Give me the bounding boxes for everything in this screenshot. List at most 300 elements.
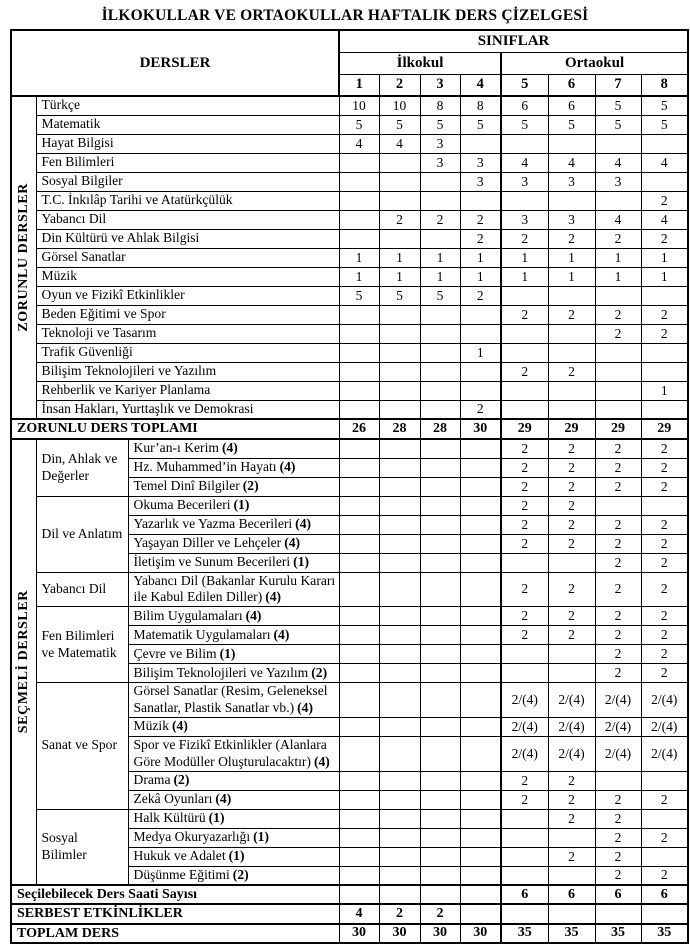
grade-value-cell: 6 [641,885,688,904]
grade-value-cell: 2 [595,626,641,645]
grade-value-cell [379,664,420,683]
grade-value-cell: 2 [548,305,595,324]
grade-value-cell [379,736,420,771]
course-row [11,362,688,381]
grade-value-cell [420,515,460,534]
grade-value-cell [460,645,501,664]
grade-value-cell: 5 [379,286,420,305]
course-name: Fen Bilimleri [36,153,339,172]
course-hours-text: (4) [215,791,232,807]
category-label: Sanat ve Spor [36,683,128,809]
grade-value-cell: 2 [595,572,641,607]
grade-value-cell [420,229,460,248]
course-name: Müzik [36,267,339,286]
course-name [128,626,339,645]
grade-value-cell: 2/(4) [641,717,688,736]
grade-value-cell: 2 [641,664,688,683]
grade-value-cell: 10 [379,96,420,115]
course-row [11,115,688,134]
course-name [128,828,339,847]
grade-value-cell: 1 [595,248,641,267]
ortaokul-header: Ortaokul [501,52,688,74]
grade-value-cell [548,324,595,343]
course-hours-text: (4) [313,753,330,769]
grade-value-cell [379,809,420,828]
grade-value-cell [460,626,501,645]
grade-value-cell [501,828,548,847]
grade-value-cell [379,515,420,534]
course-name [128,496,339,515]
grade-value-cell: 2 [641,534,688,553]
grade-value-cell [501,134,548,153]
grade-value-cell [339,400,379,419]
grade-value-cell: 2 [501,572,548,607]
grade-value-cell: 6 [548,96,595,115]
grade-value-cell: 2 [641,305,688,324]
grade-value-cell [641,771,688,790]
course-row [11,683,688,718]
course-name [128,717,339,736]
grade-value-cell [339,210,379,229]
course-row [11,809,688,828]
grade-value-cell [501,324,548,343]
grade-value-cell [501,286,548,305]
grade-value-cell: 35 [641,924,688,943]
grade-value-cell: 2 [501,305,548,324]
grade-value-cell [339,458,379,477]
grade-value-cell [420,305,460,324]
grade-value-cell: 5 [548,115,595,134]
grade-value-cell [501,343,548,362]
grade-value-cell [379,191,420,210]
grade-value-cell: 30 [339,924,379,943]
grade-value-cell [501,381,548,400]
grade-header-5: 5 [501,74,548,96]
grade-value-cell [548,286,595,305]
grade-value-cell [339,717,379,736]
course-row [11,134,688,153]
course-name-text: Medya Okuryazarlığı [133,829,251,845]
course-name-text: Yazarlık ve Yazma Becerileri [133,516,293,532]
course-name [128,553,339,572]
course-name [128,439,339,458]
grade-value-cell [379,717,420,736]
course-hours-text: (4) [295,516,312,532]
grade-value-cell [501,866,548,885]
grade-header-6: 6 [548,74,595,96]
grade-value-cell [339,866,379,885]
grade-value-cell: 3 [548,210,595,229]
grade-value-cell [420,717,460,736]
course-name-text: Müzik [133,718,169,734]
zorunlu-section-cell [11,96,36,419]
course-row [11,496,688,515]
grade-value-cell [460,534,501,553]
grade-value-cell: 2 [548,515,595,534]
grade-value-cell: 2 [595,324,641,343]
grade-value-cell: 5 [641,115,688,134]
grade-value-cell: 35 [595,924,641,943]
grade-value-cell [339,828,379,847]
grade-value-cell: 2 [548,809,595,828]
grade-value-cell [420,809,460,828]
course-name: Rehberlik ve Kariyer Planlama [36,381,339,400]
grade-value-cell [339,496,379,515]
grade-value-cell: 4 [641,153,688,172]
grade-value-cell: 2 [548,477,595,496]
grade-value-cell: 4 [501,153,548,172]
grade-value-cell [595,904,641,923]
grade-value-cell [460,324,501,343]
course-name-text: Bilişim Teknolojileri ve Yazılım [133,664,309,680]
grade-value-cell: 3 [460,153,501,172]
grade-value-cell: 2 [548,362,595,381]
category-label: Fen Bilimleri ve Matematik [36,607,128,683]
grade-value-cell [339,515,379,534]
grade-value-cell [379,572,420,607]
grade-value-cell [641,134,688,153]
grade-header-4: 4 [460,74,501,96]
secmeli-section-label: SEÇMELİ DERSLER [15,590,31,734]
grade-header-8: 8 [641,74,688,96]
grade-value-cell [460,362,501,381]
grade-value-cell: 29 [641,419,688,439]
grade-value-cell: 2 [548,439,595,458]
course-name [128,645,339,664]
grade-header-3: 3 [420,74,460,96]
grade-value-cell: 6 [548,885,595,904]
grade-value-cell: 1 [641,267,688,286]
grade-value-cell [420,362,460,381]
course-hours-text: (4) [284,535,301,551]
grade-value-cell: 2 [501,362,548,381]
grade-value-cell [379,477,420,496]
serbest-row [11,904,688,923]
grade-value-cell [420,645,460,664]
grade-value-cell [641,362,688,381]
grade-value-cell [420,477,460,496]
course-hours-text: (4) [273,626,290,642]
course-name-text: İletişim ve Sunum Becerileri [133,554,291,570]
grade-value-cell: 26 [339,419,379,439]
grade-value-cell [501,191,548,210]
course-name: Türkçe [36,96,339,115]
zorunlu-section-label: ZORUNLU DERSLER [15,183,31,332]
grade-value-cell [595,286,641,305]
grade-value-cell: 2/(4) [548,717,595,736]
grade-value-cell: 5 [379,115,420,134]
grade-value-cell [595,771,641,790]
course-name: İnsan Hakları, Yurttaşlık ve Demokrasi [36,400,339,419]
grade-value-cell: 2 [641,828,688,847]
grade-value-cell [548,191,595,210]
grade-value-cell: 2 [501,534,548,553]
grade-value-cell [460,572,501,607]
grade-value-cell: 30 [379,924,420,943]
grade-value-cell: 2 [595,828,641,847]
grade-value-cell: 1 [548,248,595,267]
course-row [11,305,688,324]
grade-value-cell [339,771,379,790]
grade-value-cell [339,736,379,771]
grade-value-cell [641,400,688,419]
grade-value-cell [548,553,595,572]
grade-value-cell [460,885,501,904]
grade-value-cell: 2 [595,553,641,572]
grade-value-cell: 3 [460,172,501,191]
grade-value-cell [339,324,379,343]
ilkokul-header: İlkokul [339,52,501,74]
grade-value-cell: 2 [548,790,595,809]
header-row-siniflar [11,30,688,52]
grade-value-cell: 28 [420,419,460,439]
course-name-text: Yaşayan Diller ve Lehçeler [133,535,282,551]
grade-value-cell: 1 [379,248,420,267]
grade-value-cell: 2/(4) [548,683,595,718]
course-row [11,343,688,362]
schedule-table [10,29,689,944]
grade-value-cell [339,885,379,904]
grade-value-cell: 5 [595,115,641,134]
grade-value-cell [420,439,460,458]
grade-value-cell: 2/(4) [595,717,641,736]
grade-value-cell [641,904,688,923]
grade-value-cell [420,572,460,607]
course-hours-text: (1) [219,645,236,661]
grade-value-cell: 6 [595,885,641,904]
course-row [11,248,688,267]
course-name-text: Okuma Becerileri [133,497,231,513]
grade-value-cell: 2 [548,458,595,477]
grade-value-cell: 5 [595,96,641,115]
grade-value-cell: 2 [641,645,688,664]
course-hours-text: (2) [232,866,249,882]
grade-value-cell [339,645,379,664]
grade-value-cell [460,607,501,626]
grade-value-cell [339,553,379,572]
course-name-text: Hz. Muhammed’in Hayatı [133,459,277,475]
grade-value-cell: 2 [641,515,688,534]
grade-value-cell: 2 [595,866,641,885]
course-name: Hayat Bilgisi [36,134,339,153]
grade-value-cell [460,477,501,496]
grade-value-cell [641,343,688,362]
dersler-header: DERSLER [11,30,339,96]
grade-value-cell [339,343,379,362]
grade-value-cell: 2 [595,847,641,866]
grade-value-cell [420,458,460,477]
grade-value-cell [460,866,501,885]
grade-value-cell [339,305,379,324]
course-name: Trafik Güvenliği [36,343,339,362]
grade-value-cell: 3 [595,172,641,191]
course-name-text: Bilim Uygulamaları [133,607,243,623]
course-name: Bilişim Teknolojileri ve Yazılım [36,362,339,381]
grade-value-cell [460,904,501,923]
grade-value-cell: 2 [501,229,548,248]
grade-value-cell [595,381,641,400]
grade-value-cell: 2 [548,496,595,515]
course-hours-text: (1) [208,810,225,826]
grade-value-cell [339,683,379,718]
grade-value-cell [595,400,641,419]
course-name: Sosyal Bilgiler [36,172,339,191]
grade-value-cell: 4 [339,134,379,153]
course-name-text: Drama [133,772,171,788]
grade-value-cell: 2/(4) [595,736,641,771]
grade-value-cell: 2/(4) [501,683,548,718]
grade-value-cell [641,286,688,305]
grade-value-cell [339,153,379,172]
course-name: Din Kültürü ve Ahlak Bilgisi [36,229,339,248]
category-label: Dil ve Anlatım [36,496,128,572]
grade-value-cell [420,626,460,645]
grade-value-cell: 2 [460,229,501,248]
grade-value-cell [548,400,595,419]
grade-value-cell [548,645,595,664]
grade-value-cell: 1 [339,248,379,267]
course-name-text: Görsel Sanatlar (Resim, Geleneksel Sanatlar, Plastik Sanatlar vb.) [133,683,328,716]
grade-value-cell: 2/(4) [501,717,548,736]
course-name: Oyun ve Fizikî Etkinlikler [36,286,339,305]
category-label: Sosyal Bilimler [36,809,128,885]
grade-value-cell [501,645,548,664]
grade-value-cell [379,153,420,172]
grade-value-cell: 29 [595,419,641,439]
grade-value-cell: 30 [420,924,460,943]
grade-value-cell [420,736,460,771]
table-header [11,30,688,96]
grade-value-cell: 2 [460,210,501,229]
grade-value-cell [501,847,548,866]
grade-value-cell [548,343,595,362]
grade-value-cell [460,847,501,866]
course-row [11,191,688,210]
grade-value-cell: 8 [460,96,501,115]
grade-value-cell: 2 [379,210,420,229]
grade-value-cell [379,847,420,866]
course-name [128,683,339,718]
course-hours-text: (4) [245,607,262,623]
grade-value-cell [460,664,501,683]
grade-value-cell [379,362,420,381]
grade-value-cell [339,790,379,809]
course-name [128,809,339,828]
course-name-text: Zekâ Oyunları [133,791,213,807]
course-hours-text: (2) [242,478,259,494]
course-row [11,210,688,229]
course-row [11,229,688,248]
grade-value-cell: 2 [595,645,641,664]
course-row [11,381,688,400]
grade-value-cell: 5 [460,115,501,134]
grade-value-cell: 3 [501,210,548,229]
course-name [128,458,339,477]
grade-value-cell [548,134,595,153]
grade-value-cell [460,515,501,534]
grade-value-cell: 6 [501,96,548,115]
grade-value-cell [548,828,595,847]
table-body [11,96,688,943]
grade-value-cell: 2 [420,210,460,229]
grade-value-cell: 2/(4) [501,736,548,771]
secmeli-section-cell [11,439,36,885]
course-row [11,607,688,626]
grade-value-cell [420,172,460,191]
grade-value-cell [379,626,420,645]
grade-value-cell: 5 [420,115,460,134]
grade-value-cell: 2 [379,904,420,923]
grade-value-cell [379,305,420,324]
grade-value-cell [339,381,379,400]
grade-value-cell [379,683,420,718]
grade-value-cell [339,664,379,683]
grade-value-cell [420,828,460,847]
grade-value-cell [595,362,641,381]
course-name-text: Çevre ve Bilim [133,645,217,661]
grade-value-cell: 3 [548,172,595,191]
grade-value-cell [420,534,460,553]
grade-value-cell: 2 [501,515,548,534]
siniflar-header: SINIFLAR [339,30,688,52]
grade-value-cell [420,866,460,885]
grade-value-cell: 2 [595,439,641,458]
grade-value-cell: 1 [548,267,595,286]
course-hours-text: (2) [311,664,328,680]
course-row [11,286,688,305]
grade-value-cell: 2 [460,286,501,305]
grade-value-cell: 4 [339,904,379,923]
course-hours-text: (1) [233,497,250,513]
grade-value-cell: 1 [420,248,460,267]
grade-value-cell [420,664,460,683]
grade-value-cell: 2 [501,439,548,458]
grade-value-cell: 4 [595,153,641,172]
grade-value-cell: 5 [641,96,688,115]
grade-value-cell: 2 [548,847,595,866]
grade-value-cell [339,626,379,645]
grade-value-cell [641,847,688,866]
grade-value-cell [641,809,688,828]
grade-value-cell [460,134,501,153]
course-name: Beden Eğitimi ve Spor [36,305,339,324]
grade-value-cell [420,400,460,419]
grade-value-cell [339,229,379,248]
grade-value-cell [420,847,460,866]
grade-value-cell [420,683,460,718]
course-name [128,847,339,866]
grade-value-cell [460,771,501,790]
grade-value-cell [460,790,501,809]
grade-value-cell: 30 [460,419,501,439]
course-name-text: Düşünme Eğitimi [133,866,230,882]
grade-value-cell: 2 [548,534,595,553]
secilebilecek-label: Seçilebilecek Ders Saati Sayısı [11,885,339,904]
grade-value-cell [420,191,460,210]
course-hours-text: (4) [265,589,282,605]
grade-value-cell [595,191,641,210]
grade-value-cell: 2 [641,572,688,607]
grade-value-cell [420,771,460,790]
grade-value-cell [460,553,501,572]
grade-value-cell [460,439,501,458]
grade-value-cell: 2 [641,607,688,626]
grade-value-cell: 1 [595,267,641,286]
grade-value-cell [460,683,501,718]
course-row [11,439,688,458]
course-hours-text: (4) [172,718,188,734]
grade-value-cell [379,607,420,626]
